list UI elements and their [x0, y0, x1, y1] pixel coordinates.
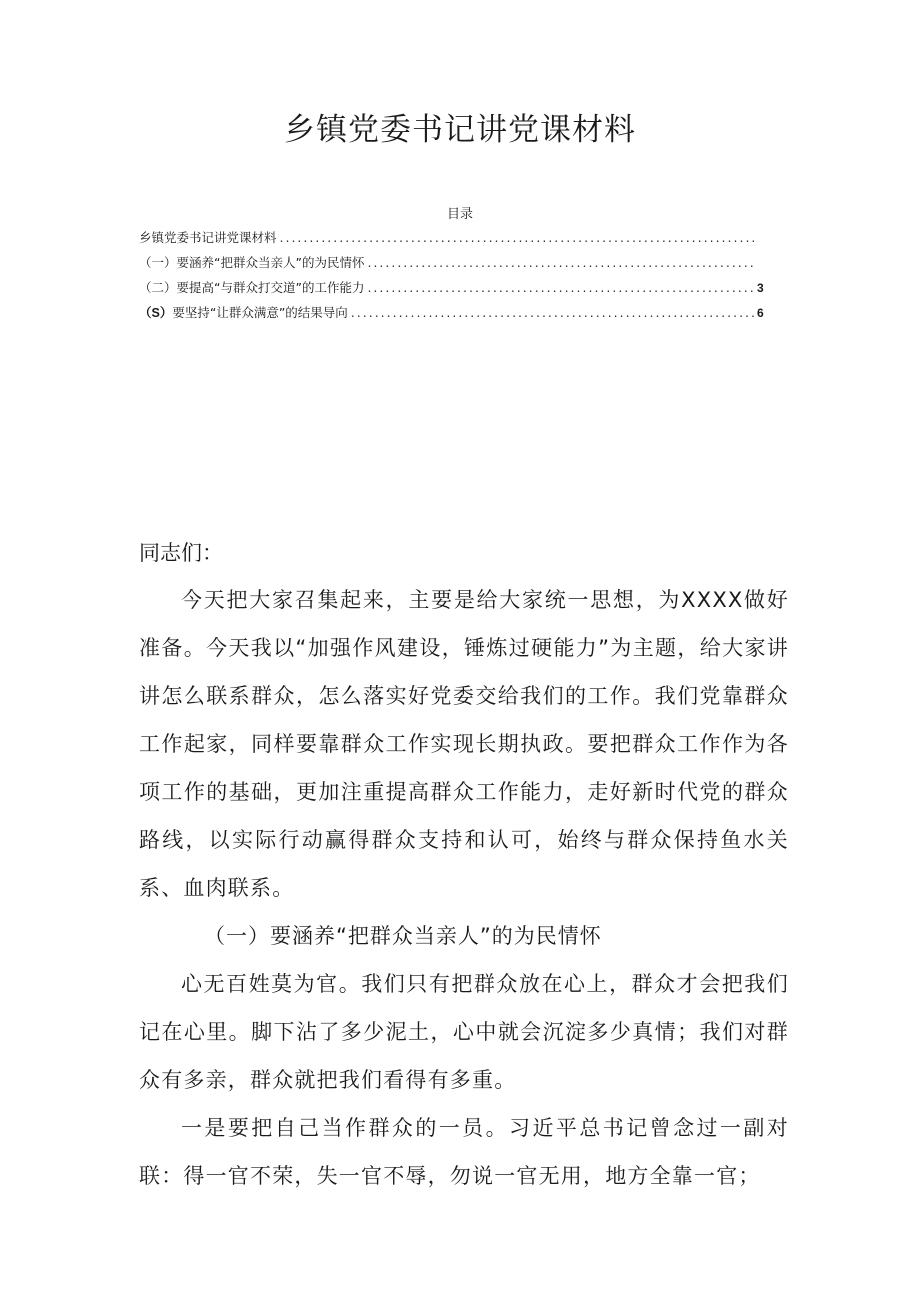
document-body	[139, 530, 789, 1200]
toc-dot-leader	[367, 280, 754, 295]
toc-entry-label: 要坚持“让群众满意”的结果导向	[172, 305, 348, 320]
toc-entry-page: 3	[757, 281, 764, 295]
body-paragraph: 心无百姓莫为官。我们只有把群众放在心上，群众才会把我们记在心里。脚下沾了多少泥土，心中就会沉淀多少真情；我们对群众有多亲，群众就把我们看得有多重。	[139, 972, 789, 1092]
section-heading: （一）要涵养“把群众当亲人”的为民情怀	[204, 924, 602, 948]
toc-dot-leader	[351, 305, 754, 320]
toc-entry-prefix: （S）	[139, 306, 173, 320]
body-paragraph: 一是要把自己当作群众的一员。习近平总书记曾念过一副对联：得一官不荣，失一官不辱，勿说一官无用，地方全靠一官；	[139, 1116, 789, 1188]
table-of-contents	[139, 228, 779, 328]
toc-entry-label-wrap	[139, 303, 348, 321]
toc-entry[interactable]	[139, 253, 779, 278]
toc-dot-leader	[280, 230, 754, 245]
salutation: 同志们：	[139, 541, 223, 565]
toc-entry-label: （二）要提高“与群众打交道”的工作能力	[139, 280, 365, 295]
toc-dot-leader	[367, 255, 754, 270]
document-title: 乡镇党委书记讲党课材料	[284, 112, 636, 148]
toc-entry[interactable]	[139, 228, 779, 253]
toc-entry-label: （一）要涵养“把群众当亲人”的为民情怀	[139, 255, 365, 270]
toc-entry[interactable]	[139, 303, 779, 328]
toc-entry-page: 6	[757, 306, 764, 320]
toc-entry-label: 乡镇党委书记讲党课材料	[139, 230, 277, 245]
toc-entry[interactable]	[139, 278, 779, 303]
toc-heading: 目录	[446, 207, 473, 222]
body-paragraph: 今天把大家召集起来，主要是给大家统一思想，为XXXX做好准备。今天我以“加强作风建设，锤炼过硬能力”为主题，给大家讲讲怎么联系群众，怎么落实好党委交给我们的工作。我们党靠群众工作起家，同样要靠群众工作实现长期执政。要把群众工作作为各项工作的基础，更加注重提高群众工作能力，走好新时代党的群众路线，以实际行动赢得群众支持和认可，始终与群众保持鱼水关系、血肉联系。	[139, 588, 789, 900]
